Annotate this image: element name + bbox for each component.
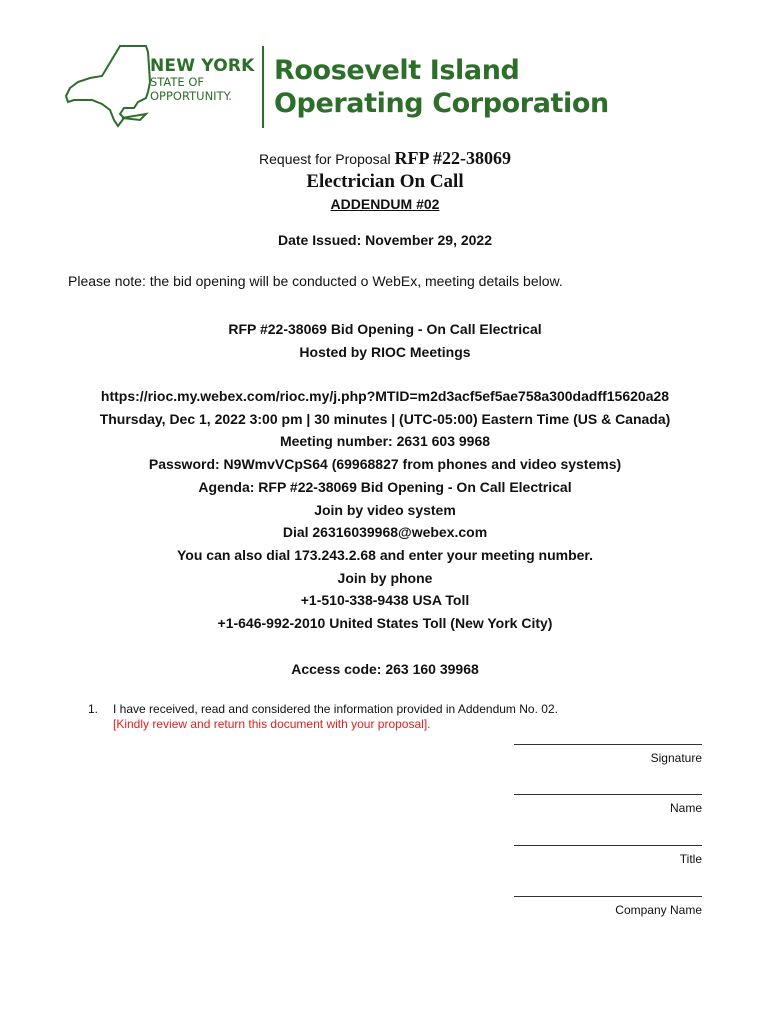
rfp-number: RFP #22-38069 [394,148,511,168]
meeting-link[interactable]: https://rioc.my.webex.com/rioc.my/j.php?MTID=m2d3acf5ef5ae758a300dadff15620a28 [100,388,670,404]
name-field[interactable] [514,794,702,815]
nys-logo-line1: NEW YORK [150,56,255,76]
meeting-header-line: Hosted by RIOC Meetings [299,343,471,360]
acknowledgement-text: I have received, read and considered the information provided in Addendum No. 02. [113,702,558,716]
nys-logo-line3: OPPORTUNITY. [150,88,232,103]
acknowledgement-number: 1. [88,702,99,716]
organization-name [274,54,609,120]
meeting-header-line: RFP #22-38069 Bid Opening - On Call Electrical [228,321,542,337]
meeting-agenda: Agenda: RFP #22-38069 Bid Opening - On Call Electrical [198,478,572,495]
signature-field[interactable] [514,744,702,765]
meeting-details [0,385,770,635]
name-label: Name [669,801,702,815]
rfp-line [0,148,770,169]
meeting-time: Thursday, Dec 1, 2022 3:00 pm | 30 minutes | (UTC-05:00) Eastern Time (US & Canada) [99,410,671,427]
bid-opening-note: Please note: the bid opening will be conducted o WebEx, meeting details below. [68,273,563,289]
logo-divider [262,46,264,128]
meeting-header [0,318,770,363]
new-york-state-map-icon [62,42,152,132]
company-name-field[interactable] [514,896,702,917]
phone-nyc-toll: +1-646-992-2010 United States Toll (New York City) [217,615,553,632]
join-video-label: Join by video system [314,501,456,518]
company-name-line [514,896,702,897]
name-line [514,794,702,795]
title-label: Title [679,852,702,866]
access-code: Access code: 263 160 39968 [291,661,479,677]
alt-dial-info: You can also dial 173.243.2.68 and enter your meeting number. [176,546,593,563]
acknowledgement-note: [Kindly review and return this document with your proposal]. [113,717,431,731]
title-line [514,845,702,846]
company-name-label: Company Name [615,903,702,917]
org-name-line2: Operating Corporation [274,88,609,119]
rfp-prefix: Request for Proposal [259,151,391,167]
phone-usa-toll: +1-510-338-9438 USA Toll [300,592,470,609]
video-dial-address: Dial 26316039968@webex.com [282,524,488,541]
nys-logo-text [150,58,255,102]
signature-label: Signature [650,751,702,765]
addendum-label: ADDENDUM #02 [330,196,440,212]
letterhead [62,42,622,132]
document-title: Electrician On Call [306,171,464,192]
org-name-line1: Roosevelt Island [274,55,520,86]
meeting-number: Meeting number: 2631 603 9968 [279,433,491,450]
meeting-password: Password: N9WmvVCpS64 (69968827 from phones and video systems) [148,456,622,473]
signature-line [514,744,702,745]
title-field[interactable] [514,845,702,866]
join-phone-label: Join by phone [337,569,433,586]
nys-logo-line2: STATE OF [150,75,205,89]
date-issued: Date Issued: November 29, 2022 [278,232,492,248]
